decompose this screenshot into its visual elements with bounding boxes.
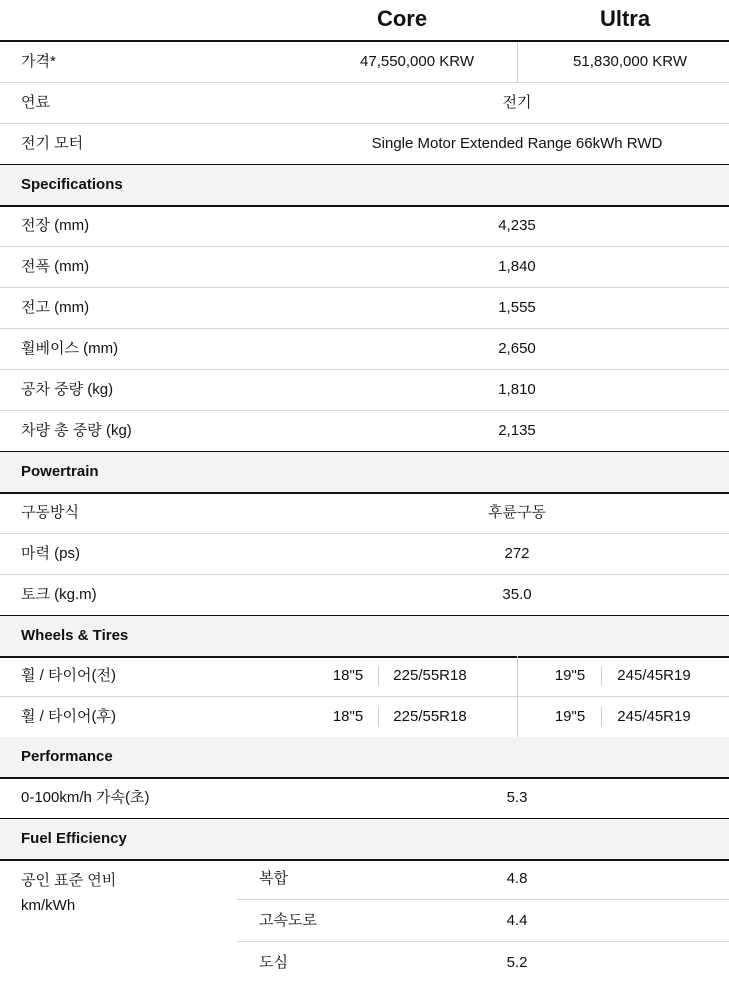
wheel-tire-label: 휠 / 타이어(전): [21, 667, 116, 684]
spec-row: [0, 411, 729, 453]
acceleration-label: 0-100km/h 가속(초): [21, 789, 150, 806]
spec-label: 휠베이스 (mm): [21, 340, 119, 357]
powertrain-label: 구동방식: [21, 504, 79, 521]
fuel-type-value: 전기: [502, 94, 532, 111]
powertrain-value: 35.0: [502, 586, 532, 603]
spec-value: 1,810: [498, 381, 536, 398]
core-column-title: Core: [376, 6, 428, 31]
core-wheel-size: 18"5: [332, 708, 364, 725]
spec-row: [0, 247, 729, 288]
specifications-title: Specifications: [21, 176, 123, 193]
powertrain-row: [0, 575, 729, 617]
powertrain-row: [0, 534, 729, 575]
core-wheel-size: 18"5: [332, 667, 364, 684]
wheels-tires-title: Wheels & Tires: [21, 627, 129, 644]
powertrain-label: 토크 (kg.m): [21, 586, 97, 603]
spec-label: 공차 중량 (kg): [21, 381, 114, 398]
specifications-section: [0, 165, 729, 207]
spec-value: 1,555: [498, 299, 536, 316]
cell-divider: [378, 666, 379, 686]
efficiency-label-line1: 공인 표준 연비: [21, 872, 117, 889]
spec-value: 2,135: [498, 422, 536, 439]
efficiency-value: 4.8: [506, 870, 528, 887]
column-divider: [517, 697, 518, 737]
powertrain-label: 마력 (ps): [21, 545, 80, 562]
spec-label: 차량 총 중량 (kg): [21, 422, 132, 439]
core-tire-size: 225/55R18: [393, 667, 467, 684]
fuel-type-row: [0, 83, 729, 124]
cell-divider: [601, 666, 602, 686]
efficiency-label: [21, 868, 116, 918]
efficiency-row: [237, 858, 729, 900]
spec-label: 전고 (mm): [21, 299, 90, 316]
price-core: 47,550,000 KRW: [360, 53, 474, 70]
spec-value: 4,235: [498, 217, 536, 234]
spec-value: 2,650: [498, 340, 536, 357]
fuel-type-label: 연료: [21, 94, 50, 111]
efficiency-type: 고속도로: [259, 912, 317, 929]
wheel-tire-row: [0, 656, 729, 697]
performance-section: [0, 737, 729, 779]
efficiency-type: 복합: [259, 870, 288, 887]
column-divider: [517, 656, 518, 696]
spec-value: 1,840: [498, 258, 536, 275]
fuel-efficiency-section: [0, 819, 729, 861]
spec-label: 전장 (mm): [21, 217, 90, 234]
cell-divider: [378, 707, 379, 727]
powertrain-row: [0, 493, 729, 534]
spec-row: [0, 329, 729, 370]
ultra-tire-size: 245/45R19: [617, 667, 691, 684]
wheel-tire-row: [0, 697, 729, 739]
ultra-wheel-size: 19"5: [554, 708, 586, 725]
fuel-efficiency-title: Fuel Efficiency: [21, 830, 127, 847]
spec-label: 전폭 (mm): [21, 258, 90, 275]
powertrain-section: [0, 452, 729, 494]
price-ultra: 51,830,000 KRW: [573, 53, 687, 70]
price-label: 가격*: [21, 53, 56, 70]
spec-row: [0, 288, 729, 329]
efficiency-row: [237, 900, 729, 942]
efficiency-row: [237, 942, 729, 983]
motor-row: [0, 124, 729, 166]
column-divider: [517, 42, 518, 82]
powertrain-value: 후륜구동: [488, 504, 546, 521]
comparison-header: [0, 0, 729, 42]
performance-title: Performance: [21, 748, 113, 765]
powertrain-value: 272: [504, 545, 530, 562]
motor-label: 전기 모터: [21, 135, 84, 152]
efficiency-type: 도심: [259, 954, 288, 971]
acceleration-value: 5.3: [506, 789, 528, 806]
wheels-tires-section: [0, 616, 729, 658]
motor-value: Single Motor Extended Range 66kWh RWD: [371, 135, 663, 152]
ultra-column-title: Ultra: [599, 6, 651, 31]
performance-row: [0, 778, 729, 820]
spec-row: [0, 206, 729, 247]
ultra-wheel-size: 19"5: [554, 667, 586, 684]
wheel-tire-label: 휠 / 타이어(후): [21, 708, 116, 725]
efficiency-label-unit: km/kWh: [21, 897, 76, 914]
cell-divider: [601, 707, 602, 727]
powertrain-title: Powertrain: [21, 463, 99, 480]
ultra-tire-size: 245/45R19: [617, 708, 691, 725]
efficiency-value: 5.2: [506, 954, 528, 971]
fuel-efficiency-block: [0, 858, 729, 984]
spec-row: [0, 370, 729, 411]
price-row: [0, 42, 729, 83]
efficiency-value: 4.4: [506, 912, 528, 929]
core-tire-size: 225/55R18: [393, 708, 467, 725]
